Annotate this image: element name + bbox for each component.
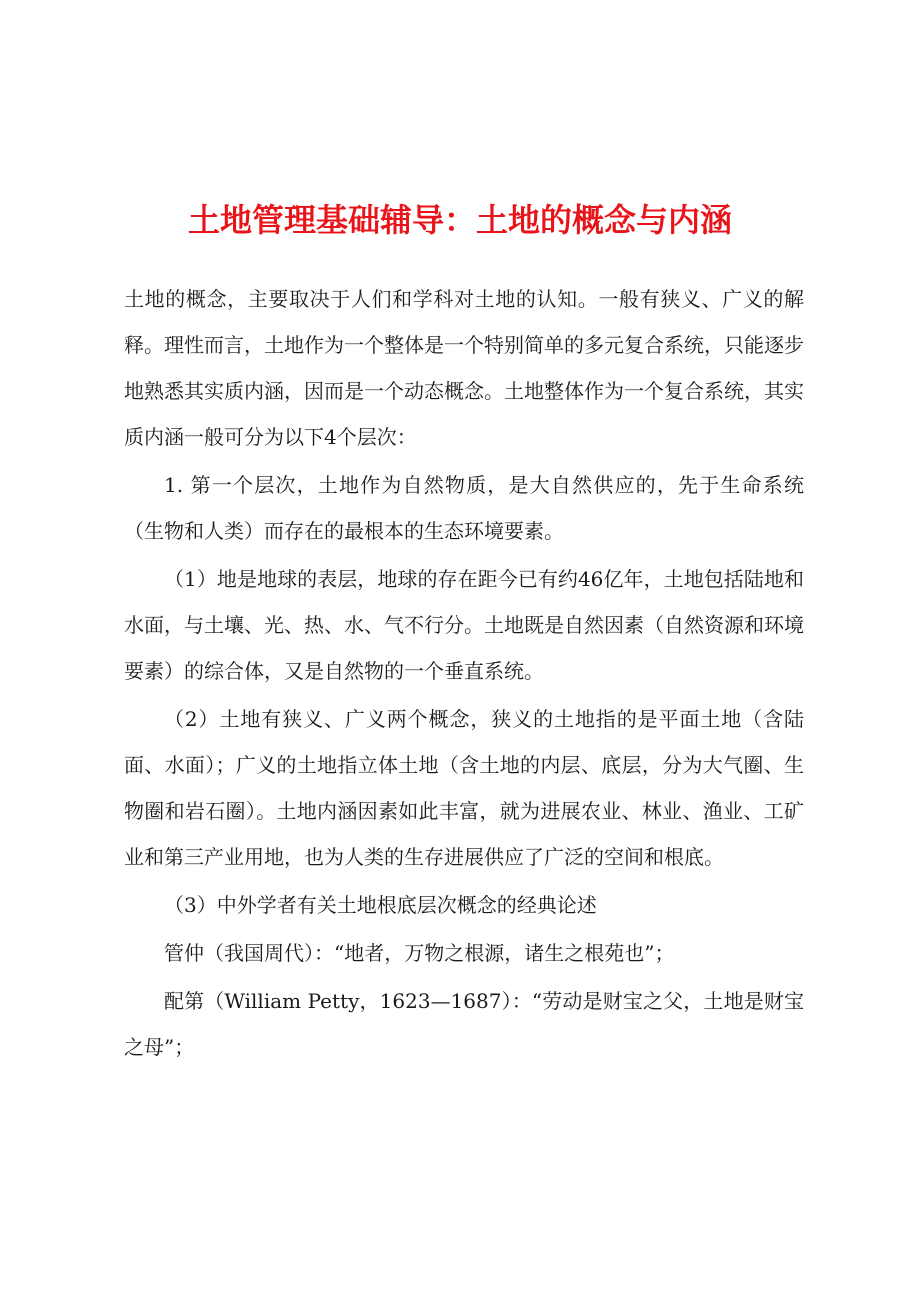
document-title: 土地管理基础辅导：土地的概念与内涵 (187, 201, 732, 239)
paragraph-item-1: （1）地是地球的表层，地球的存在距今已有约46亿年，土地包括陆地和水面，与土壤、光、热、水、气不行分。土地既是自然因素（自然资源和环境要素）的综合体，又是自然物的一个垂直系统。 (124, 567, 804, 683)
paragraph-intro: 土地的概念，主要取决于人们和学科对土地的认知。一般有狭义、广义的解释。理性而言，土地作为一个整体是一个特别简单的多元复合系统，只能逐步地熟悉其实质内涵，因而是一个动态概念。土地整体作为一个复合系统，其实质内涵一般可分为以下4个层次： (124, 287, 804, 449)
paragraph-quote-guanzhong: 管仲（我国周代）：“地者，万物之根源，诸生之根苑也”； (164, 941, 675, 965)
paragraph-level-1: 1. 第一个层次，土地作为自然物质，是大自然供应的，先于生命系统（生物和人类）而存在的最根本的生态环境要素。 (124, 473, 804, 543)
paragraph-quote-petty: 配第（William Petty，1623—1687）：“劳动是财宝之父，土地是财宝之母”； (124, 989, 804, 1059)
paragraph-item-3: （3）中外学者有关土地根底层次概念的经典论述 (164, 893, 597, 917)
paragraph-item-2: （2）土地有狭义、广义两个概念，狭义的土地指的是平面土地（含陆面、水面）；广义的土地指立体土地（含土地的内层、底层，分为大气圈、生物圈和岩石圈）。土地内涵因素如此丰富，就为进展农业、林业、渔业、工矿业和第三产业用地，也为人类的生存进展供应了广泛的空间和根底。 (124, 707, 804, 869)
document-body (124, 276, 804, 1070)
